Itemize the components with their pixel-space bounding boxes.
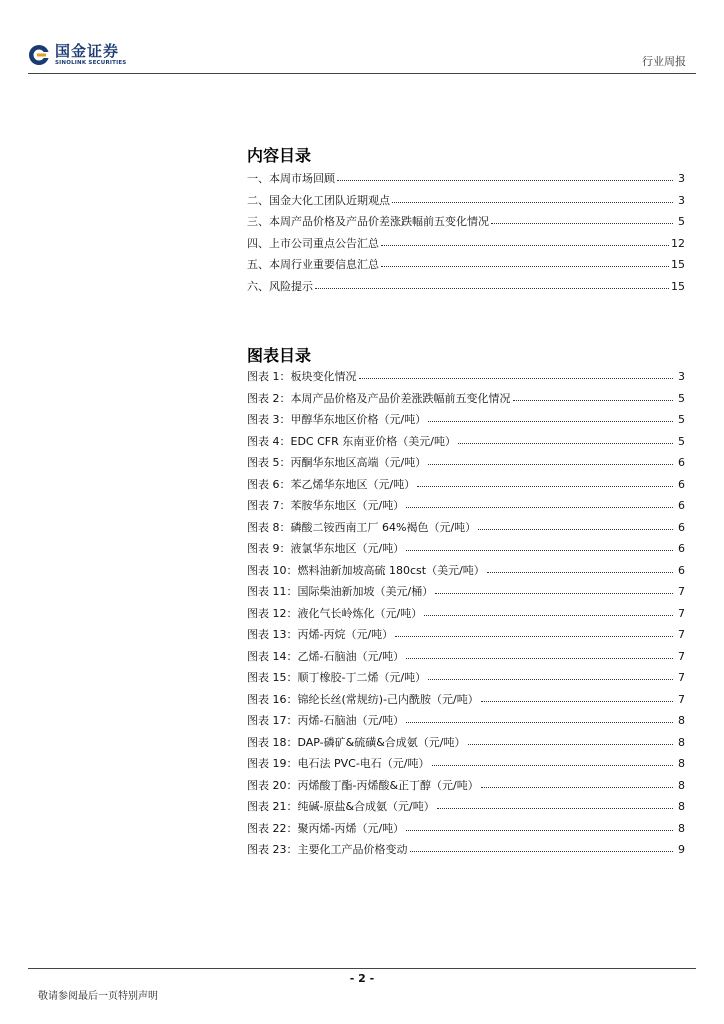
figure-entry[interactable] <box>247 648 685 670</box>
figure-entry-page: 7 <box>678 585 685 598</box>
figure-entry-page: 8 <box>678 778 685 792</box>
contents-entry-page: 15 <box>671 258 685 271</box>
figure-entry[interactable] <box>247 497 685 519</box>
figure-entry[interactable] <box>247 755 685 777</box>
logo-mark-icon <box>28 44 50 66</box>
figure-entry-page: 7 <box>678 649 685 663</box>
figure-entry-label: 图表 22：聚丙烯-丙烯（元/吨） <box>247 821 405 835</box>
figure-entry-label: 图表 5：丙酮华东地区高端（元/吨） <box>247 456 427 469</box>
contents-entry-page: 12 <box>671 236 685 250</box>
figure-entry-label: 图表 16：锦纶长丝(常规纺)-己内酰胺（元/吨） <box>247 692 479 706</box>
dot-leader <box>406 714 673 723</box>
figure-entry-label: 图表 13：丙烯-丙烷（元/吨） <box>247 628 394 641</box>
page-header <box>0 0 724 80</box>
dot-leader <box>432 757 673 766</box>
figure-entry-label: 图表 8：磷酸二铵西南工厂 64%褐色（元/吨） <box>247 520 477 534</box>
figure-entry-label: 图表 20：丙烯酸丁酯-丙烯酸&正丁醇（元/吨） <box>247 778 479 792</box>
dot-leader <box>428 456 673 465</box>
figure-entry[interactable] <box>247 605 685 627</box>
dot-leader <box>417 478 673 487</box>
figure-entry-label: 图表 21：纯碱-原盐&合成氨（元/吨） <box>247 800 435 813</box>
figure-entry-page: 5 <box>678 434 685 448</box>
figure-entry-label: 图表 19：电石法 PVC-电石（元/吨） <box>247 757 430 770</box>
company-logo <box>28 40 126 70</box>
figure-entry-page: 6 <box>678 563 685 577</box>
contents-entry-label: 四、上市公司重点公告汇总 <box>247 236 379 250</box>
dot-leader <box>487 564 673 573</box>
figure-entry-page: 6 <box>678 456 685 469</box>
figure-entry[interactable] <box>247 777 685 799</box>
contents-entry-label: 三、本周产品价格及产品价差涨跌幅前五变化情况 <box>247 215 489 228</box>
figure-entry[interactable] <box>247 691 685 713</box>
dot-leader <box>468 736 673 745</box>
figure-entry-label: 图表 6：苯乙烯华东地区（元/吨） <box>247 477 416 491</box>
figure-entry-page: 8 <box>678 714 685 727</box>
contents-entry-label: 二、国金大化工团队近期观点 <box>247 193 390 207</box>
figure-entry-page: 6 <box>678 477 685 491</box>
dot-leader <box>410 843 674 852</box>
contents-entry-page: 5 <box>678 215 685 228</box>
dot-leader <box>337 172 673 181</box>
figure-entry-label: 图表 4：EDC CFR 东南亚价格（美元/吨） <box>247 434 456 448</box>
figure-entry[interactable] <box>247 798 685 820</box>
figure-entry-label: 图表 3：甲醇华东地区价格（元/吨） <box>247 413 427 426</box>
contents-entry[interactable] <box>247 256 685 278</box>
dot-leader <box>381 237 669 246</box>
dot-leader <box>481 693 673 702</box>
figures-title: 图表目录 <box>247 346 312 365</box>
figure-entry-page: 9 <box>678 843 685 856</box>
footer-divider <box>28 968 696 969</box>
contents-entry-label: 一、本周市场回顾 <box>247 172 335 185</box>
contents-entry-label: 六、风险提示 <box>247 279 313 293</box>
figure-entry[interactable] <box>247 390 685 412</box>
dot-leader <box>437 800 673 809</box>
contents-entry[interactable] <box>247 192 685 214</box>
figure-entry-label: 图表 23：主要化工产品价格变动 <box>247 843 408 856</box>
figure-entry-page: 7 <box>678 671 685 684</box>
figure-entry[interactable] <box>247 368 685 390</box>
dot-leader <box>406 650 673 659</box>
figure-entry[interactable] <box>247 562 685 584</box>
dot-leader <box>481 779 673 788</box>
report-type: 行业周报 <box>642 55 686 68</box>
figure-entry-page: 5 <box>678 391 685 405</box>
dot-leader <box>359 370 674 379</box>
figure-entry-label: 图表 17：丙烯-石脑油（元/吨） <box>247 714 405 727</box>
dot-leader <box>406 542 673 551</box>
dot-leader <box>478 521 673 530</box>
figure-entry-page: 6 <box>678 520 685 534</box>
figure-entry-page: 8 <box>678 821 685 835</box>
logo-english-name: SINOLINK SECURITIES <box>55 59 127 66</box>
contents-entry[interactable] <box>247 170 685 192</box>
logo-chinese-name: 国金证券 <box>55 41 120 60</box>
figure-entry-label: 图表 12：液化气长岭炼化（元/吨） <box>247 606 423 620</box>
dot-leader <box>491 215 673 224</box>
figure-entry-page: 7 <box>678 628 685 641</box>
figure-entry-page: 6 <box>678 542 685 555</box>
disclaimer: 敬请参阅最后一页特别声明 <box>38 991 158 1002</box>
dot-leader <box>428 413 673 422</box>
figure-entry-page: 7 <box>678 692 685 706</box>
figure-entry[interactable] <box>247 454 685 476</box>
figure-entry-page: 8 <box>678 735 685 749</box>
figure-entry-label: 图表 18：DAP-磷矿&硫磺&合成氨（元/吨） <box>247 735 466 749</box>
dot-leader <box>381 258 669 267</box>
dot-leader <box>406 499 673 508</box>
figures-list <box>247 368 685 863</box>
figure-entry-label: 图表 9：液氯华东地区（元/吨） <box>247 542 405 555</box>
figure-entry[interactable] <box>247 626 685 648</box>
figure-entry[interactable] <box>247 669 685 691</box>
figure-entry[interactable] <box>247 476 685 498</box>
figure-entry-label: 图表 7：苯胺华东地区（元/吨） <box>247 499 405 512</box>
figure-entry[interactable] <box>247 734 685 756</box>
dot-leader <box>424 607 673 616</box>
dot-leader <box>513 392 674 401</box>
dot-leader <box>458 435 673 444</box>
dot-leader <box>406 822 673 831</box>
figure-entry-label: 图表 11：国际柴油新加坡（美元/桶） <box>247 585 434 598</box>
figure-entry-label: 图表 2：本周产品价格及产品价差涨跌幅前五变化情况 <box>247 391 511 405</box>
contents-entry[interactable] <box>247 213 685 235</box>
figure-entry[interactable] <box>247 820 685 842</box>
dot-leader <box>435 585 673 594</box>
figure-entry-label: 图表 1：板块变化情况 <box>247 370 357 383</box>
contents-entry-page: 15 <box>671 279 685 293</box>
figure-entry[interactable] <box>247 583 685 605</box>
figure-entry-label: 图表 10：燃料油新加坡高硫 180cst（美元/吨） <box>247 563 485 577</box>
dot-leader <box>428 671 673 680</box>
figure-entry-label: 图表 15：顺丁橡胶-丁二烯（元/吨） <box>247 671 427 684</box>
figure-entry-page: 8 <box>678 757 685 770</box>
figure-entry[interactable] <box>247 540 685 562</box>
figure-entry-label: 图表 14：乙烯-石脑油（元/吨） <box>247 649 405 663</box>
contents-entry-page: 3 <box>678 172 685 185</box>
dot-leader <box>392 194 673 203</box>
figure-entry[interactable] <box>247 519 685 541</box>
figure-entry-page: 6 <box>678 499 685 512</box>
dot-leader <box>395 628 673 637</box>
contents-entry-page: 3 <box>678 193 685 207</box>
contents-title: 内容目录 <box>247 146 312 165</box>
contents-entry-label: 五、本周行业重要信息汇总 <box>247 258 379 271</box>
figure-entry-page: 8 <box>678 800 685 813</box>
contents-list <box>247 170 685 299</box>
header-divider <box>28 73 696 74</box>
figure-entry-page: 7 <box>678 606 685 620</box>
figure-entry-page: 3 <box>678 370 685 383</box>
figure-entry-page: 5 <box>678 413 685 426</box>
dot-leader <box>315 280 669 289</box>
page-number: - 2 - <box>349 972 375 985</box>
figure-entry[interactable] <box>247 433 685 455</box>
figure-entry[interactable] <box>247 411 685 433</box>
contents-entry[interactable] <box>247 278 685 300</box>
contents-entry[interactable] <box>247 235 685 257</box>
figure-entry[interactable] <box>247 841 685 863</box>
figure-entry[interactable] <box>247 712 685 734</box>
